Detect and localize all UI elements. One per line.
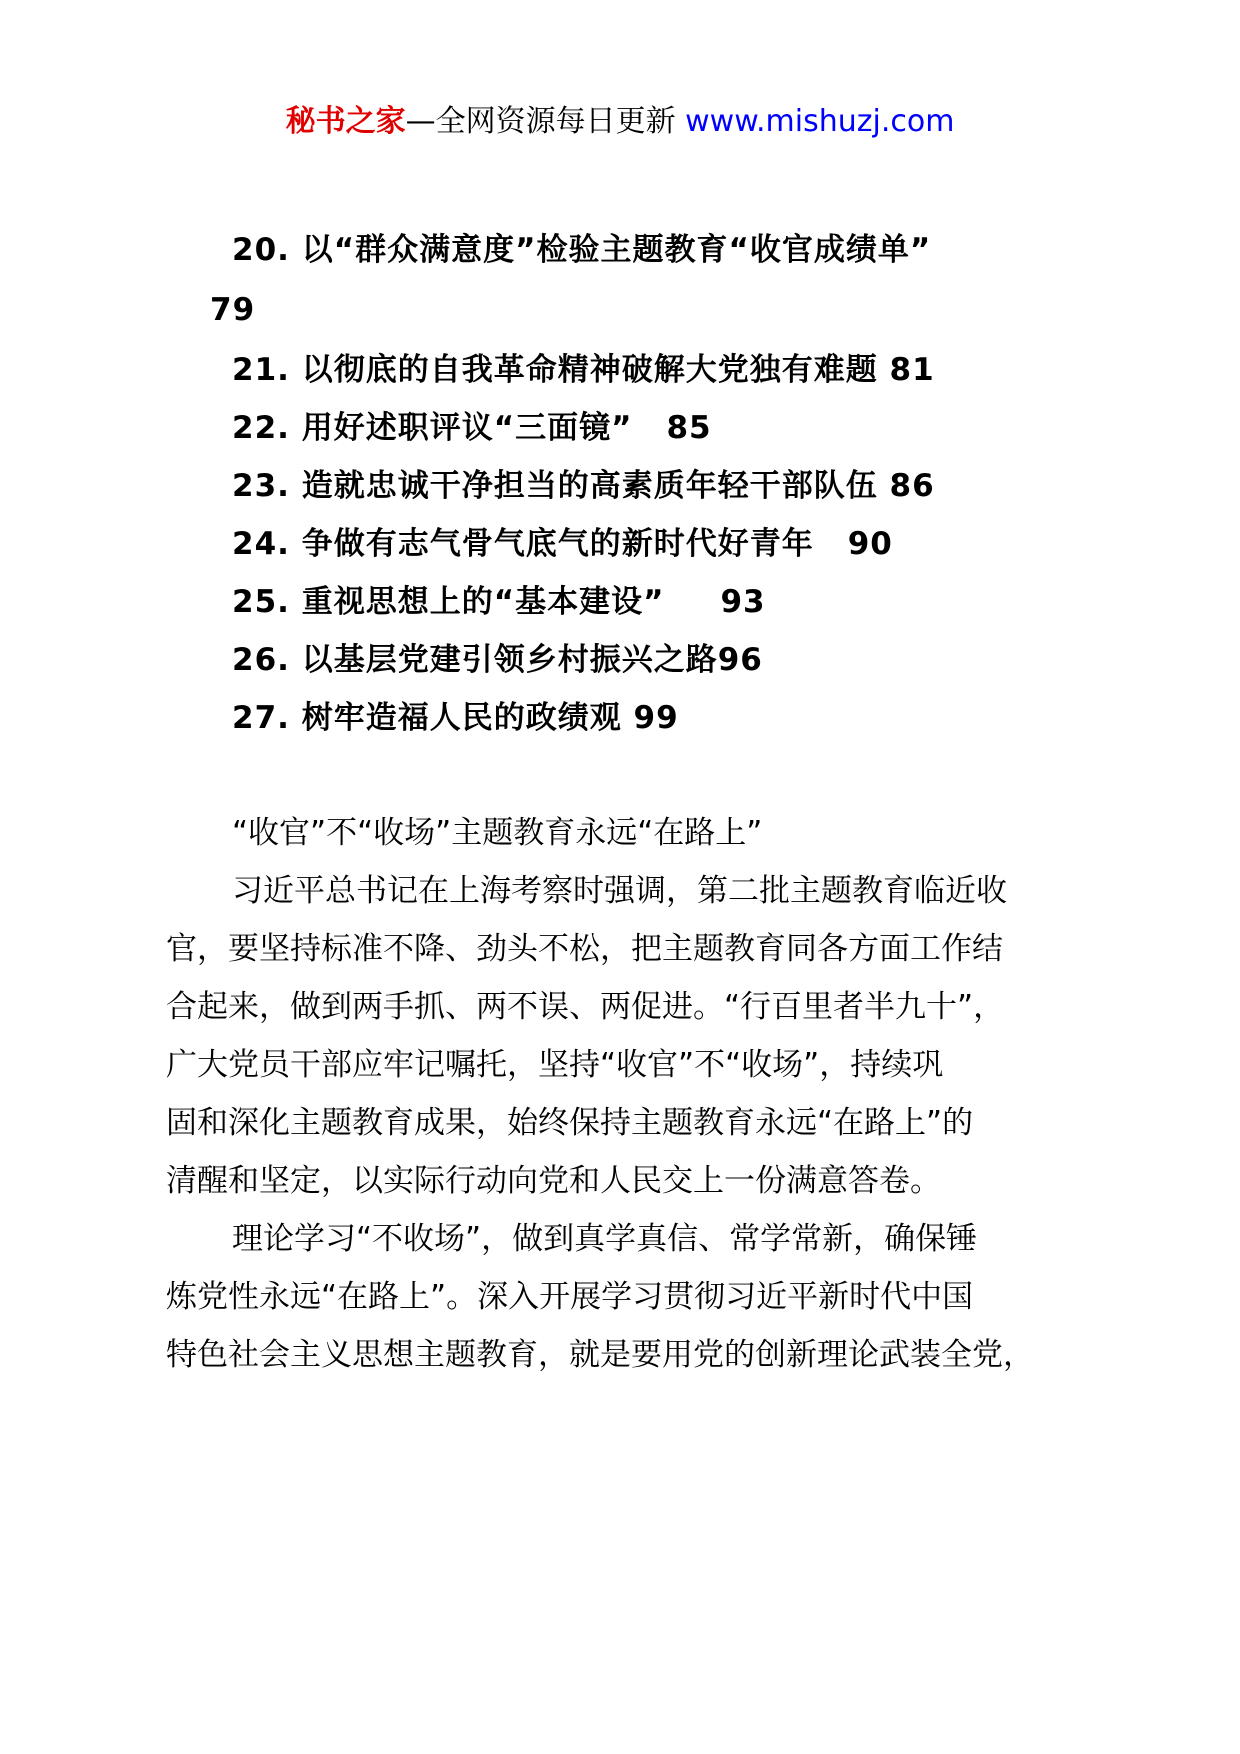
article-line: 理论学习“不收场”，做到真学真信、常学常新，确保锤 [232, 1221, 978, 1257]
toc-item-24[interactable] [232, 524, 893, 564]
toc-item-page: 85 [666, 410, 712, 446]
brand-name: 秘书之家 [285, 104, 406, 139]
toc-item-26[interactable] [232, 640, 763, 680]
toc-item-25[interactable] [232, 582, 766, 622]
toc-item-page: 93 [720, 584, 766, 620]
page-header [0, 102, 1240, 142]
toc-item-27[interactable] [232, 698, 679, 738]
article-line: 清醒和坚定，以实际行动向党和人民交上一份满意答卷。 [166, 1163, 941, 1199]
toc-item-page: 81 [889, 352, 935, 388]
toc-item-title: 25. 重视思想上的“基本建设” [232, 584, 665, 620]
toc-item-page: 79 [210, 292, 256, 328]
toc-item-22[interactable] [232, 408, 712, 448]
article-line: 炼党性永远“在路上”。深入开展学习贯彻习近平新时代中国 [166, 1279, 974, 1315]
article-title: “收官”不“收场”主题教育永远“在路上” [232, 815, 763, 851]
article-line: 习近平总书记在上海考察时强调，第二批主题教育临近收 [232, 873, 1007, 909]
toc-item-page: 99 [633, 700, 679, 736]
toc-item-20[interactable] [232, 230, 931, 270]
toc-item-title: 20. 以“群众满意度”检验主题教育“收官成绩单” [232, 232, 932, 268]
article-line: 合起来，做到两手抓、两不误、两促进。“行百里者半九十”， [166, 989, 1005, 1025]
toc-item-23[interactable] [232, 466, 935, 506]
article-line: 固和深化主题教育成果，始终保持主题教育永远“在路上”的 [166, 1105, 974, 1141]
article-line: 广大党员干部应牢记嘱托，坚持“收官”不“收场”，持续巩 [166, 1047, 944, 1083]
article-line: 特色社会主义思想主题教育，就是要用党的创新理论武装全党， [166, 1337, 1034, 1373]
header-tagline: —全网资源每日更新 [405, 104, 676, 139]
toc-item-title: 24. 争做有志气骨气底气的新时代好青年 [232, 526, 814, 562]
toc-item-title: 26. 以基层党建引领乡村振兴之路 [232, 642, 718, 678]
toc-item-title: 21. 以彻底的自我革命精神破解大党独有难题 [232, 352, 878, 388]
toc-item-20-page [210, 290, 255, 330]
toc-item-page: 86 [889, 468, 935, 504]
toc-item-page: 96 [717, 642, 763, 678]
toc-item-21[interactable] [232, 350, 935, 390]
site-url-link[interactable]: www.mishuzj.com [685, 104, 955, 139]
article-line: 官，要坚持标准不降、劲头不松，把主题教育同各方面工作结 [166, 931, 1003, 967]
toc-item-title: 22. 用好述职评议“三面镜” [232, 410, 633, 446]
toc-item-title: 27. 树牢造福人民的政绩观 [232, 700, 622, 736]
toc-item-title: 23. 造就忠诚干净担当的高素质年轻干部队伍 [232, 468, 878, 504]
toc-item-page: 90 [847, 526, 893, 562]
